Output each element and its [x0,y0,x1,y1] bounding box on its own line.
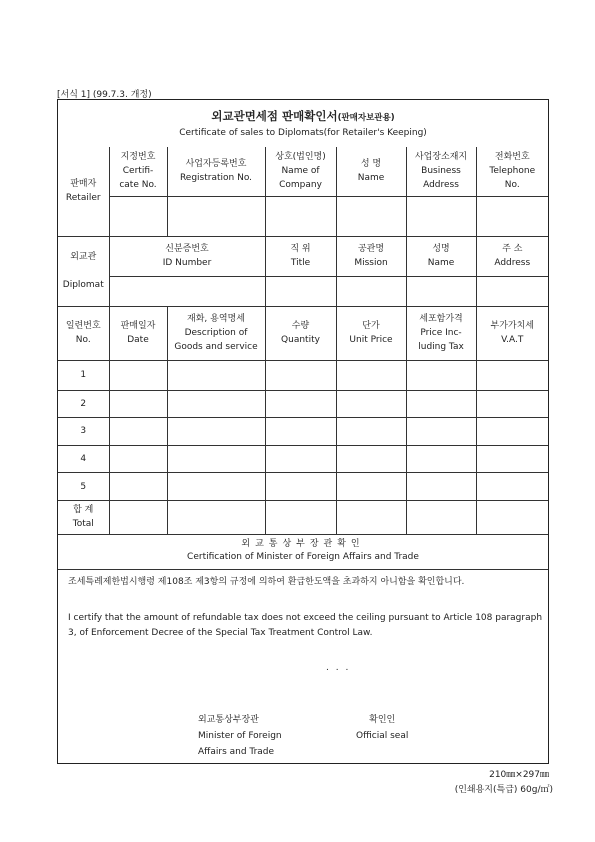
item-cell-price-incl-tax[interactable] [406,445,476,473]
label-line: Minister of Foreign [198,731,282,741]
label-line: Mission [354,258,388,268]
total-cell-description[interactable] [167,500,265,534]
sales-grid [58,147,548,361]
item-cell-unit-price[interactable] [336,360,406,390]
label-line: 사업장소재지 [414,152,468,163]
diplomat-title-field[interactable] [265,276,336,306]
row-number: 2 [58,390,109,418]
certification-title-english: Certification of Minister of Foreign Affairs and Trade [187,552,419,562]
items-col-quantity [265,306,336,360]
total-cell-quantity[interactable] [265,500,336,534]
diplomat-col-title [265,236,336,276]
label-line: 주 소 [502,244,523,254]
item-cell-price-incl-tax[interactable] [406,473,476,501]
label-line: 전화번호 [494,152,530,163]
label-line: Official seal [356,731,409,741]
table-row [58,473,548,501]
item-cell-vat[interactable] [476,445,548,473]
retailer-col-registration [167,147,265,196]
label-line: 외교관 [70,252,97,262]
item-cell-description[interactable] [167,390,265,418]
items-col-price-incl-tax [406,306,476,360]
label-line: No. [504,180,520,191]
label-line: 성 명 [360,159,382,170]
row-number: 5 [58,473,109,501]
label-line: No. [75,335,91,345]
label-line: Name [427,258,455,268]
label-line: 사업자등록번호 [185,159,247,170]
label-line: 판매자 [70,179,97,190]
total-cell-unit-price[interactable] [336,500,406,534]
item-cell-vat[interactable] [476,418,548,446]
label-line: Diplomat [62,280,104,290]
item-cell-unit-price[interactable] [336,390,406,418]
items-col-description [167,306,265,360]
label-line: luding Tax [418,342,464,352]
label-line: 재화, 용역명세 [187,314,245,324]
statement-korean: 조세특례제한법시행령 제108조 제3항의 규정에 의하여 환급한도액을 초과하지 아니함을 확인합니다. [68,577,465,587]
items-col-no [58,306,109,360]
label-line: 부가가치세 [490,321,534,331]
diplomat-col-id [109,236,265,276]
label-line: Name of [281,166,320,177]
items-col-unit-price [336,306,406,360]
diplomat-col-name [406,236,476,276]
certification-title-korean: 외교통상부장관확인 [241,539,365,549]
label-line: 지정번호 [120,152,156,163]
item-cell-quantity[interactable] [265,360,336,390]
item-cell-vat[interactable] [476,360,548,390]
label-line: cate No. [119,180,157,191]
item-cell-description[interactable] [167,360,265,390]
title-english: Certificate of sales to Diplomats(for Retailer's Keeping) [179,128,427,138]
item-cell-quantity[interactable] [265,418,336,446]
item-cell-description[interactable] [167,473,265,501]
retailer-row-label [58,147,109,236]
label-line: Certifi- [122,166,154,177]
label-line: 판매일자 [120,321,156,331]
table-row [58,360,548,390]
item-cell-description[interactable] [167,418,265,446]
label-line: 단가 [362,321,380,331]
retailer-address-field[interactable] [406,196,476,236]
label-line: 성명 [432,244,450,254]
retailer-telephone-field[interactable] [476,196,548,236]
title-korean: 외교관면세점 판매확인서(판매자보관용) [211,109,395,123]
retailer-col-telephone [476,147,548,196]
label-line: 수량 [291,321,310,331]
label-line: Business [421,166,461,177]
label-line: 확인인 [369,715,396,725]
certificate-form [57,99,549,764]
row-number: 4 [58,445,109,473]
retailer-cert-no-field[interactable] [109,196,167,236]
item-cell-price-incl-tax[interactable] [406,390,476,418]
retailer-col-company [265,147,336,196]
diplomat-row-label [58,236,109,306]
retailer-col-address [406,147,476,196]
item-cell-vat[interactable] [476,390,548,418]
item-cell-date[interactable] [109,390,167,418]
label-line: 외교통상부장관 [198,715,259,725]
items-col-vat [476,306,548,360]
total-row [58,500,548,534]
diplomat-address-field[interactable] [476,276,548,306]
row-number: 3 [58,418,109,446]
label-line: Total [72,519,94,530]
item-cell-unit-price[interactable] [336,473,406,501]
form-id: [서식 1] (99.7.3. 개정) [57,90,152,100]
items-col-date [109,306,167,360]
row-number: 1 [58,360,109,390]
total-cell-vat[interactable] [476,500,548,534]
item-cell-vat[interactable] [476,473,548,501]
item-cell-quantity[interactable] [265,445,336,473]
label-line: 일련번호 [65,321,101,331]
item-cell-date[interactable] [109,418,167,446]
items-grid [58,360,548,535]
statement-english: I certify that the amount of refundable tax does not exceed the ceiling pursuant to Article 108 paragraph 3, of Enforcement Decree of the Special Tax Treatment Control Law. [68,613,543,638]
total-cell-price-incl-tax[interactable] [406,500,476,534]
date-marks: . . . [326,663,351,673]
total-label [58,500,109,534]
label-line: Title [290,258,311,268]
item-cell-date[interactable] [109,473,167,501]
label-line: 신분증번호 [165,244,209,254]
retailer-registration-field[interactable] [167,196,265,236]
diplomat-col-address [476,236,548,276]
table-row [58,418,548,446]
label-line: Name [357,173,385,184]
diplomat-name-field[interactable] [406,276,476,306]
retailer-col-name [336,147,406,196]
item-cell-price-incl-tax[interactable] [406,360,476,390]
label-line: Date [127,335,149,345]
label-line: 세포함가격 [419,314,463,324]
item-cell-unit-price[interactable] [336,445,406,473]
label-line: 공관명 [357,244,385,254]
paper-spec: (인쇄용지(특급) 60g/㎡) [454,785,553,795]
item-cell-unit-price[interactable] [336,418,406,446]
signer-block [198,712,282,760]
label-line: Description of [184,328,248,338]
items-header-row [58,306,548,360]
label-line: 상호(법인명) [275,152,326,163]
label-line: Address [423,180,459,191]
retailer-company-field[interactable] [265,196,336,236]
label-line: Price Inc- [420,328,462,338]
label-line: Company [279,180,322,191]
label-line: 합 계 [73,505,94,516]
official-seal-block [356,712,408,744]
diplomat-mission-field[interactable] [336,276,406,306]
item-cell-date[interactable] [109,445,167,473]
item-cell-quantity[interactable] [265,390,336,418]
table-row [58,445,548,473]
label-line: Telephone [489,166,536,177]
label-line: V.A.T [501,335,524,345]
label-line: Retailer [65,193,101,204]
item-cell-price-incl-tax[interactable] [406,418,476,446]
retailer-col-cert-no [109,147,167,196]
item-cell-quantity[interactable] [265,473,336,501]
label-line: Quantity [281,335,320,345]
item-cell-description[interactable] [167,445,265,473]
retailer-name-field[interactable] [336,196,406,236]
label-line: Unit Price [349,335,393,345]
paper-size: 210㎜×297㎜ [489,770,549,780]
total-cell-date[interactable] [109,500,167,534]
divider [58,569,548,570]
label-line: Affairs and Trade [198,747,275,757]
diplomat-id-field[interactable] [109,276,265,306]
label-line: 직 위 [290,244,311,254]
table-row [58,390,548,418]
label-line: ID Number [162,258,212,268]
label-line: Registration No. [179,173,253,184]
label-line: Address [494,258,531,268]
label-line: Goods and service [174,342,258,352]
diplomat-col-mission [336,236,406,276]
item-cell-date[interactable] [109,360,167,390]
